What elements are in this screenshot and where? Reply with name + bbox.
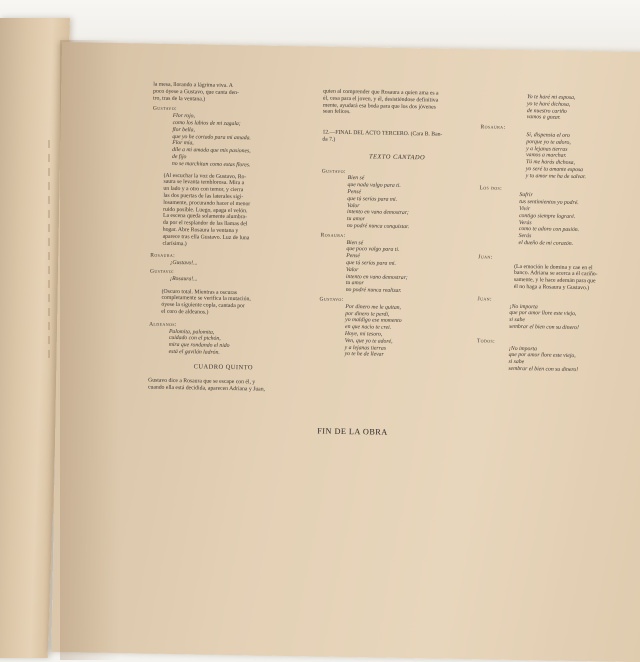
text-line: dile a mi amada que mis pasiones, (172, 147, 251, 155)
cover-stitching (48, 140, 50, 360)
text-line: Bien sé (346, 239, 364, 246)
text-line: completamente se verifica la mutación, (161, 295, 251, 303)
text-line: y a lejanas tierras (344, 344, 386, 352)
text-line: óyese la siguiente copla, cantada por (161, 301, 245, 310)
text-line: da por el resplandor de las llamas del (162, 219, 248, 228)
text-line: si sabe (508, 358, 525, 366)
text-line: no podré nunca conquistar. (346, 222, 410, 231)
text-line: Tú me harás dichosa, (525, 159, 576, 167)
text-line: Valor (346, 266, 359, 273)
text-line: no podré nunca realizar. (345, 287, 402, 295)
text-line: Valor (347, 202, 360, 209)
text-line: Por dinero me le quitan, (345, 303, 402, 311)
text-line: Sufrir (519, 192, 533, 199)
text-line: Yo te haré mi esposa, (527, 94, 576, 101)
text-line: mente, ayudará esa boda para que los dos jóvenes (322, 102, 436, 111)
text-line: Bien sé (347, 175, 365, 182)
text-line: en que nacio te crei. (345, 324, 392, 331)
text-line: sean felices. (322, 108, 351, 116)
text-line: él no haga a Rosaura y Gustavo.) (513, 283, 590, 292)
text-line: Vivir (519, 205, 531, 213)
text-line: de fijo (171, 153, 187, 161)
text-line: yo seré tu amante esposa (525, 166, 584, 174)
top-verse (481, 93, 640, 123)
text-line: sembrar el bien con su dinero! (508, 365, 579, 373)
text-line: Pensé (347, 188, 362, 196)
rosaura-verse (320, 239, 471, 296)
juan-verse (477, 303, 637, 333)
text-line: por dinero te perdí, (345, 310, 390, 318)
gustavo-verse (321, 175, 472, 232)
text-line: que nada valgo para ti. (347, 182, 401, 190)
text-line: como los labios de mi zagala; (172, 119, 241, 128)
text-line: que yo he cortado para mi amada. (172, 133, 251, 141)
text-line: vamos a marchar. (526, 152, 567, 160)
text-line: las dos puertas de las laterales sigi- (163, 192, 244, 201)
text-line: yo te haré dichosa, (526, 100, 571, 108)
text-line: 12.—FINAL DEL ACTO TERCERO. (Cara B. Ban- (322, 129, 443, 138)
text-line: que poco valgo para ti. (346, 246, 400, 254)
text-line: y a lejanas tierras (526, 145, 568, 153)
speaker-aldeanos: Aldeanos: (149, 321, 177, 328)
text-line: él, cesa para el joven, y él, desistiéndose definitiva (323, 95, 439, 104)
text-line: que tú serías para mí. (346, 259, 396, 267)
text-line: el coro de aldeanos.) (161, 308, 209, 316)
text-line: flor bella, (172, 126, 195, 134)
col1-intro (153, 82, 303, 105)
text-line: Sí, dispensia el oro (526, 132, 570, 139)
text-line: intento en vano demostrar; (347, 209, 409, 217)
text-line: da 7.) (322, 136, 336, 143)
text-line: hogar. Abre Rosaura la ventana y (162, 226, 239, 235)
text-line: que tú serías para mí. (347, 195, 398, 203)
speaker-gustavo: Gustavo: (152, 105, 177, 113)
rosaura-line: ¡Gustavo!... (170, 260, 198, 267)
text-line: Palomita, palomita, (168, 328, 215, 336)
column-1 (148, 82, 303, 395)
text-line: Pensé (346, 253, 360, 260)
text-line: banco. Adriana se acerca a él cariño- (513, 270, 598, 278)
speaker-rosaura: Rosaura: (150, 252, 176, 260)
text-line: quien al comprender que Rosaura a quien ama es a (323, 88, 439, 97)
text-line: ¡No importa (508, 345, 538, 352)
end-of-work-heading: FIN DE LA OBRA (317, 426, 388, 437)
text-line: la mesa, llorando a lágrima viva. A (153, 81, 233, 89)
text-line: de nuestro cariño (526, 107, 567, 115)
text-line: Serás (518, 233, 532, 240)
column-2 (319, 89, 474, 361)
text-line: contigo siempre lograré. (518, 212, 576, 220)
speaker-rosaura: Rosaura: (320, 232, 346, 239)
stage-direction-1 (150, 172, 301, 249)
col2-intro (323, 89, 473, 119)
text-line: ¡No importa (509, 303, 538, 310)
text-line: mira que rondando el nido (168, 342, 230, 350)
text-line: el dueño de mi corazón. (518, 239, 574, 247)
text-line: Verás (518, 219, 532, 226)
text-line: cuidado con el pichón, (168, 335, 221, 343)
text-line: ruido posible. Luego, apaga el velón. (163, 206, 248, 214)
text-line: saura se levanta temblorosa. Mira a (163, 179, 245, 187)
text-line: (Oscuro total. Mientras a oscuras (161, 288, 238, 296)
text-line: porque yo te adoro, (526, 138, 571, 146)
text-line: tu amor (346, 216, 365, 223)
text-line: Flor rojo, (172, 113, 196, 120)
text-line: (Al escuchar la voz de Gustavo, Ro- (163, 172, 247, 180)
text-line: que por amor llore este viejo, (508, 352, 576, 360)
text-line: tu amor (345, 280, 364, 287)
text-line: poco óyese a Gustavo, que canta den- (153, 88, 239, 96)
stage-direction-2 (149, 288, 299, 318)
stage-direction-3 (148, 378, 298, 394)
text-line: Gustavo dice a Rosaura que se escape con él, y (148, 378, 256, 386)
text-line: samente, y le hace ademán para que (513, 277, 596, 285)
text-line: aparece tras ella Gustavo. Luz de luna (162, 233, 250, 242)
text-line: que por amor llore este viejo, (509, 310, 577, 318)
speaker-gustavo-2: Gustavo: (149, 268, 175, 275)
column-3 (476, 93, 640, 374)
final-heading (322, 130, 472, 146)
text-line: Hoye, mi tesoro, (344, 330, 383, 338)
text-line: yo te he de llevar (344, 351, 384, 358)
text-line: (La emoción le domina y cae en el (514, 263, 593, 271)
gustavo-line: ¡Rosaura!... (169, 275, 198, 283)
rosaura-verse (480, 131, 640, 181)
text-line: clarísima.) (162, 240, 187, 247)
speaker-gustavo: Gustavo: (321, 168, 346, 175)
speaker-gustavo-2: Gustavo: (319, 296, 344, 303)
text-line: como te adoro con pasión. (518, 226, 580, 234)
text-line: tro, tras de la ventana.) (152, 95, 206, 103)
speaker-juan-2: Juan: (477, 296, 492, 303)
text-line: vamos a gozar. (526, 114, 561, 122)
gustavo-verse-2 (319, 303, 470, 360)
text-line: losamente, procurando hacer el menor (163, 199, 251, 208)
speaker-todos: Todos: (476, 337, 496, 345)
text-line: tus sentimientos yo podré. (519, 199, 579, 207)
stage-direction-juan (478, 263, 638, 293)
text-line: si sabe (509, 316, 525, 324)
text-line: un lado y a otro con temor, y cierra (163, 185, 244, 194)
text-line: yo maldigo ese momento (345, 317, 402, 325)
todos-verse (476, 345, 636, 375)
los-dos-verse (479, 192, 640, 249)
text-line: Ven, que yo te adoré, (344, 337, 393, 345)
speaker-los-dos: Los dos: (479, 184, 503, 192)
cuadro-heading: CUADRO QUINTO (193, 363, 254, 372)
text-line: no se marchitan como estas flores. (171, 160, 251, 169)
page-sheet (51, 42, 640, 662)
text-line: cuando ella está decidida, aparecen Adriana y Juan, (147, 384, 266, 393)
text-line: y tu amor me ha de salvar. (525, 172, 586, 180)
texto-cantado: TEXTO CANTADO (368, 153, 426, 162)
text-line: intento en vano demostrar; (345, 273, 408, 281)
aldeanos-verse (149, 328, 299, 358)
speaker-rosaura: Rosaura: (480, 124, 506, 131)
speaker-juan: Juan: (478, 254, 493, 261)
text-line: está el gavilán ladrón. (168, 348, 220, 356)
text-line: sembrar el bien con su dinero! (509, 323, 579, 331)
text-line: Flor mía, (172, 140, 194, 147)
gustavo-verse (152, 113, 303, 170)
text-line: La escena queda solamente alumbra- (162, 213, 248, 221)
